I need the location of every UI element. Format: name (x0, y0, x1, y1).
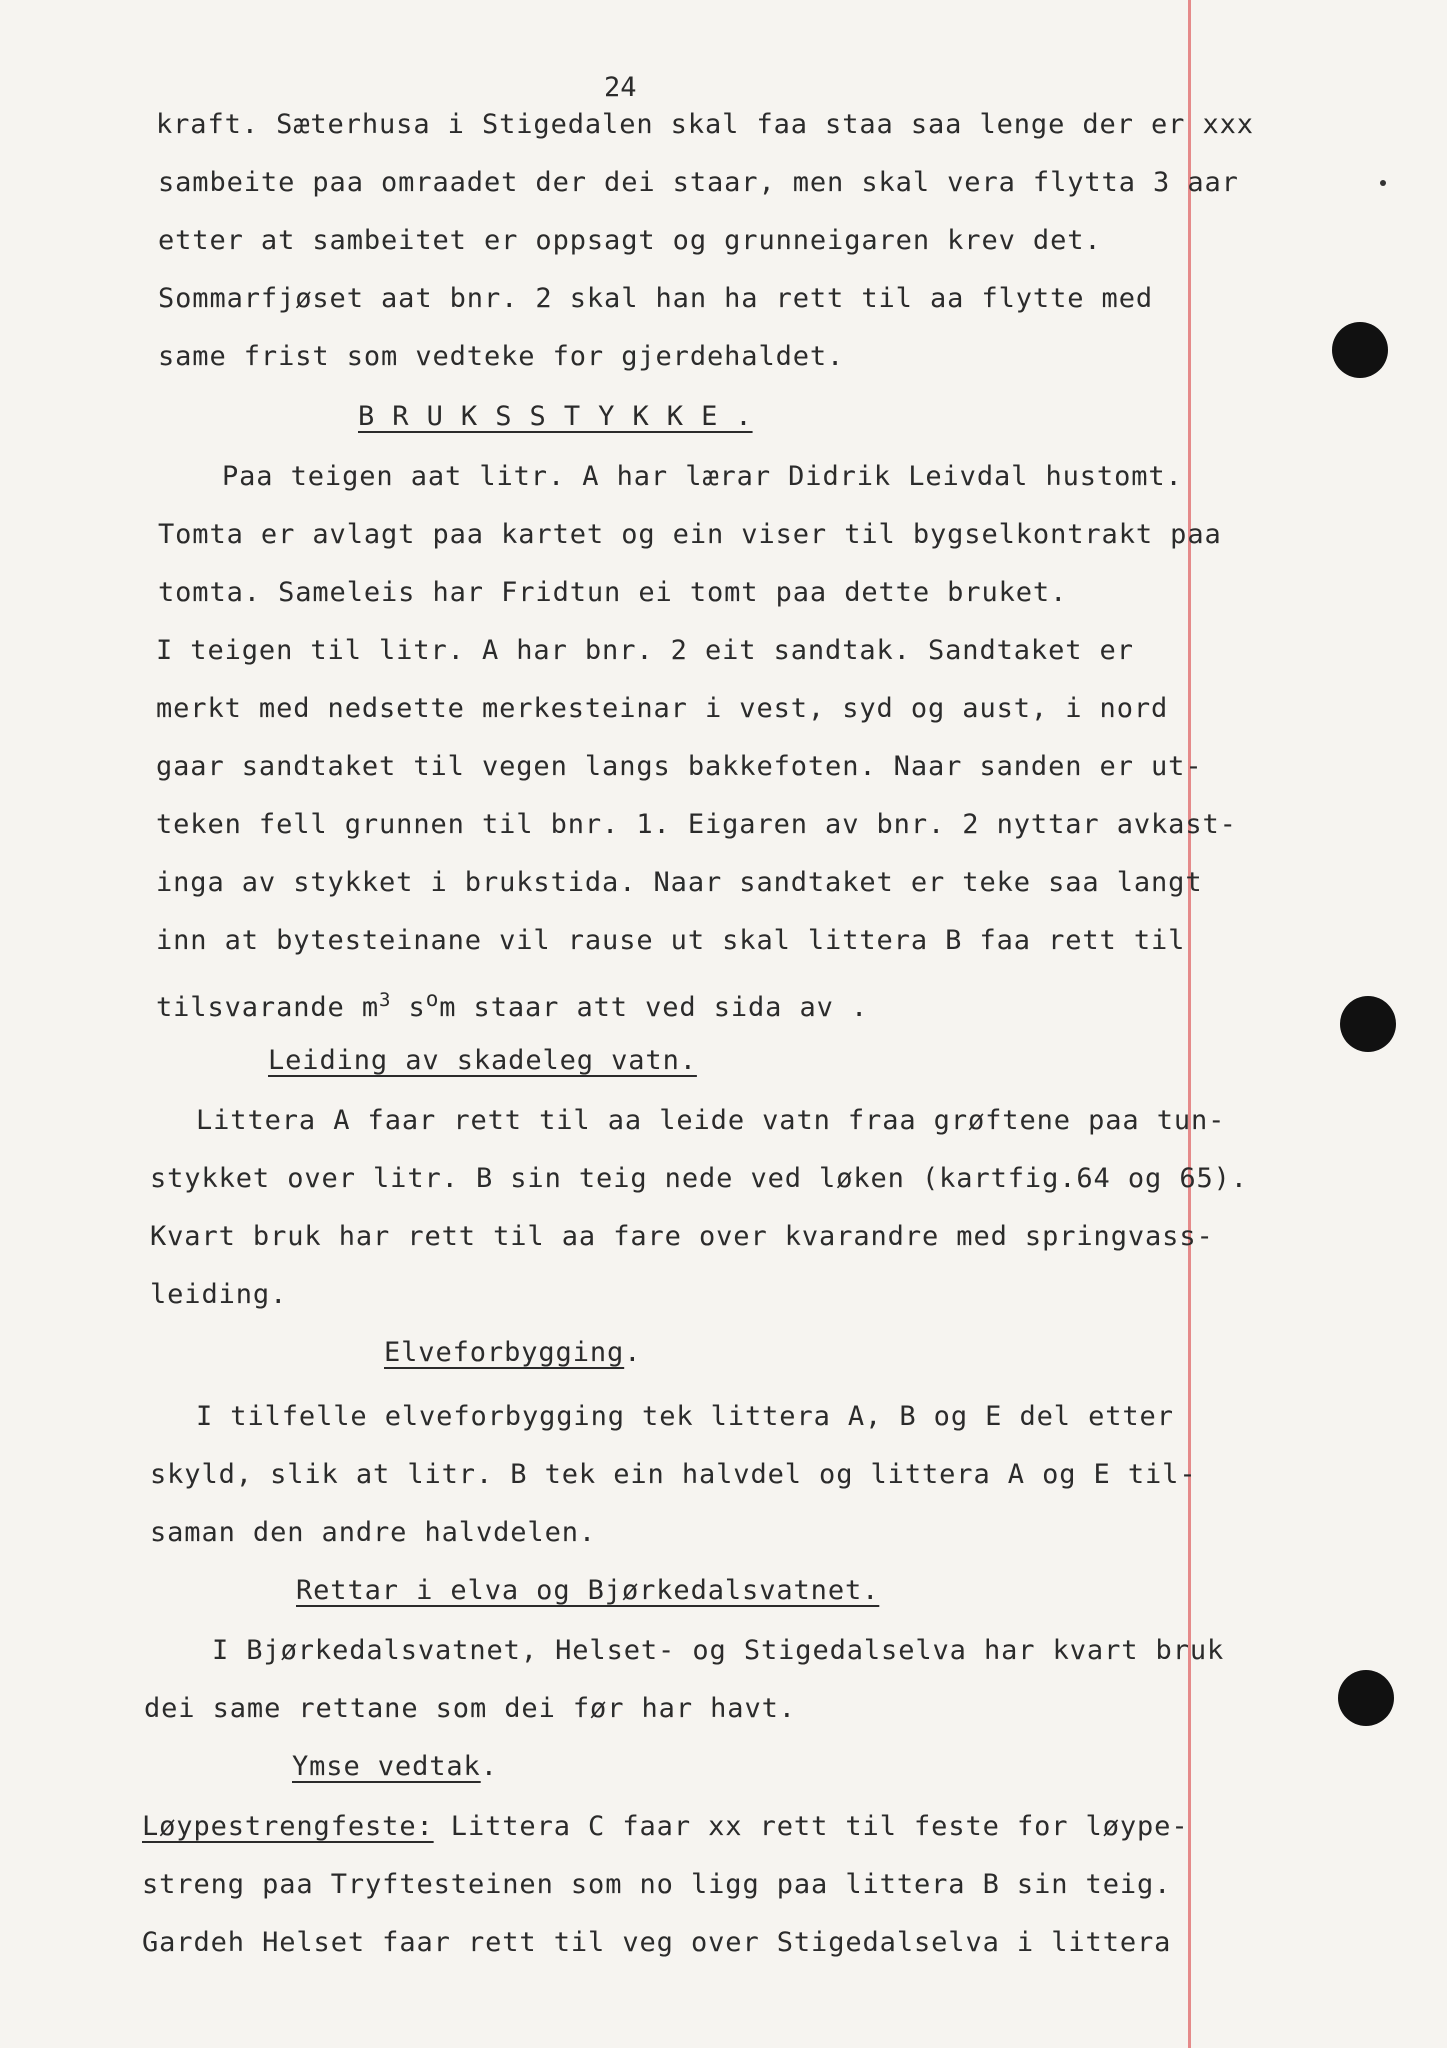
text-fragment: tilsvarande m (156, 992, 380, 1023)
text-line: Tomta er avlagt paa kartet og ein viser til bygselkontrakt paa (158, 519, 1222, 550)
text-line: saman den andre halvdelen. (150, 1517, 597, 1548)
section-heading: Rettar i elva og Bjørkedalsvatnet. (296, 1575, 880, 1606)
text-line: skyld, slik at litr. B tek ein halvdel og littera A og E til- (150, 1459, 1197, 1490)
text-line: teken fell grunnen til bnr. 1. Eigaren av bnr. 2 nyttar avkast- (156, 809, 1237, 840)
text-line: tomta. Sameleis har Fridtun ei tomt paa dette bruket. (158, 577, 1068, 608)
section-heading (384, 1336, 641, 1370)
text-fragment: Littera C faar xx rett til feste for løype- (433, 1811, 1189, 1842)
text-line: same frist som vedteke for gjerdehaldet. (158, 341, 845, 372)
punch-hole-top (1332, 322, 1388, 378)
superscript: 3 (379, 989, 392, 1011)
text-line: streng paa Tryftesteinen som no ligg paa littera B sin teig. (142, 1869, 1172, 1900)
text-line: merkt med nedsette merkesteinar i vest, syd og aust, i nord (156, 693, 1169, 724)
text-line: leiding. (150, 1279, 288, 1310)
text-fragment: m staar att ved sida av . (439, 992, 869, 1023)
text-line: Paa teigen aat litr. A har lærar Didrik Leivdal hustomt. (222, 461, 1183, 492)
text-line: inn at bytesteinane vil rause ut skal littera B faa rett til (156, 925, 1186, 956)
section-heading: B R U K S S T Y K K E . (358, 401, 753, 432)
text-line: etter at sambeitet er oppsagt og grunneigaren krev det. (158, 225, 1102, 256)
margin-line (1188, 0, 1191, 2048)
punch-hole-middle (1340, 996, 1396, 1052)
text-line: inga av stykket i brukstida. Naar sandtaket er teke saa langt (156, 867, 1203, 898)
inline-label: Løypestrengfeste: (142, 1811, 434, 1842)
section-heading: Leiding av skadeleg vatn. (268, 1045, 697, 1076)
text-line (142, 1810, 1189, 1844)
heading-text: Ymse vedtak (292, 1751, 481, 1782)
text-line: Sommarfjøset aat bnr. 2 skal han ha rett til aa flytte med (158, 283, 1154, 314)
text-line: kraft. Sæterhusa i Stigedalen skal faa staa saa lenge der er xxx (156, 109, 1254, 140)
punch-hole-bottom (1338, 1670, 1394, 1726)
text-line (156, 982, 868, 1025)
text-line: stykket over litr. B sin teig nede ved løken (kartfig.64 og 65). (150, 1163, 1248, 1194)
stray-mark (1380, 180, 1386, 186)
text-line: Littera A faar rett til aa leide vatn fraa grøftene paa tun- (196, 1105, 1226, 1136)
text-line: sambeite paa omraadet der dei staar, men skal vera flytta 3 aar (158, 167, 1239, 198)
page-number: 24 (604, 72, 637, 103)
text-fragment: s (391, 992, 426, 1023)
text-line: Gardeh Helset faar rett til veg over Stigedalselva i littera (142, 1927, 1172, 1958)
text-line: I Bjørkedalsvatnet, Helset- og Stigedalselva har kvart bruk (212, 1635, 1225, 1666)
section-heading (292, 1750, 498, 1784)
heading-text: Elveforbygging (384, 1337, 625, 1368)
heading-suffix: . (480, 1751, 498, 1782)
text-line: I teigen til litr. A har bnr. 2 eit sandtak. Sandtaket er (156, 635, 1134, 666)
text-line: dei same rettane som dei før har havt. (144, 1693, 796, 1724)
superscript: o (425, 987, 440, 1011)
text-line: Kvart bruk har rett til aa fare over kvarandre med springvass- (150, 1221, 1214, 1252)
text-line: I tilfelle elveforbygging tek littera A, B og E del etter (196, 1401, 1174, 1432)
heading-suffix: . (624, 1337, 642, 1368)
text-line: gaar sandtaket til vegen langs bakkefoten. Naar sanden er ut- (156, 751, 1203, 782)
